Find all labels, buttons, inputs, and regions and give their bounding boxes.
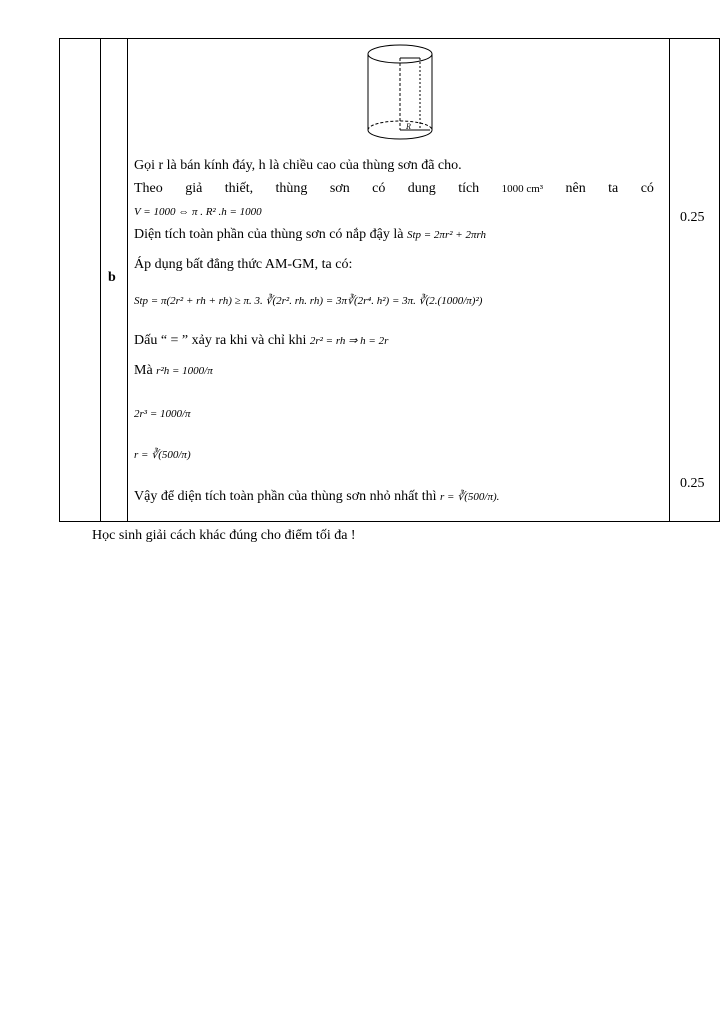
line-equality-condition — [134, 332, 388, 350]
score-1: 0.25 — [680, 210, 705, 225]
word: có — [640, 181, 654, 196]
conclusion-text: Vậy để diện tích toàn phần của thùng sơn nhỏ nhất thì — [134, 489, 437, 504]
word: thùng — [275, 181, 308, 196]
r2h-formula: r²h = 1000/π — [156, 365, 213, 377]
line-amgm: Áp dụng bất đẳng thức AM-GM, ta có: — [134, 257, 353, 272]
word: nên — [565, 181, 586, 196]
equality-formula: 2r² = rh ⇒ h = 2r — [309, 335, 389, 347]
table-divider-1 — [100, 38, 101, 522]
line-conclusion — [134, 488, 499, 506]
word: thiết, — [224, 181, 254, 196]
surface-area-text: Diện tích toàn phần của thùng sơn có nắp đậy là — [134, 227, 404, 242]
equality-text: Dấu “ = ” xảy ra khi và chỉ khi — [134, 333, 307, 348]
word: có — [372, 181, 386, 196]
amgm-inequality: Stp = π(2r² + rh + rh) ≥ π. 3. ∛(2r². rh. rh) = 3π∛(2r⁴. h²) = 3π. ∛(2.(1000/π)²) — [134, 295, 483, 307]
volume-value: 1000 cm³ — [501, 183, 544, 195]
ma-text: Mà — [134, 363, 153, 378]
word: sơn — [329, 181, 350, 196]
word: tích — [458, 181, 480, 196]
table-divider-3 — [669, 38, 670, 522]
footer-note: Học sinh giải cách khác đúng cho điểm tối đa ! — [92, 528, 356, 543]
line-surface-area — [134, 226, 486, 244]
cylinder-figure — [360, 40, 440, 145]
volume-equation: V = 1000 ⇔ π . R² .h = 1000 — [134, 206, 262, 218]
score-2: 0.25 — [680, 476, 705, 491]
line-define-vars: Gọi r là bán kính đáy, h là chiều cao của thùng sơn đã cho. — [134, 158, 462, 173]
surface-area-formula: Stp = 2πr² + 2πrh — [406, 229, 487, 241]
word: dung — [407, 181, 436, 196]
line-r2h — [134, 362, 213, 380]
radius-label: R — [406, 122, 411, 131]
row-label-b: b — [108, 270, 116, 285]
word: giả — [185, 181, 203, 196]
conclusion-formula: r = ∛(500/π). — [440, 491, 500, 503]
two-r-cubed: 2r³ = 1000/π — [134, 408, 191, 420]
word: Theo — [134, 181, 163, 196]
table-divider-2 — [127, 38, 128, 522]
line-hypothesis — [134, 180, 654, 198]
word: ta — [608, 181, 619, 196]
r-value: r = ∛(500/π) — [134, 449, 191, 461]
